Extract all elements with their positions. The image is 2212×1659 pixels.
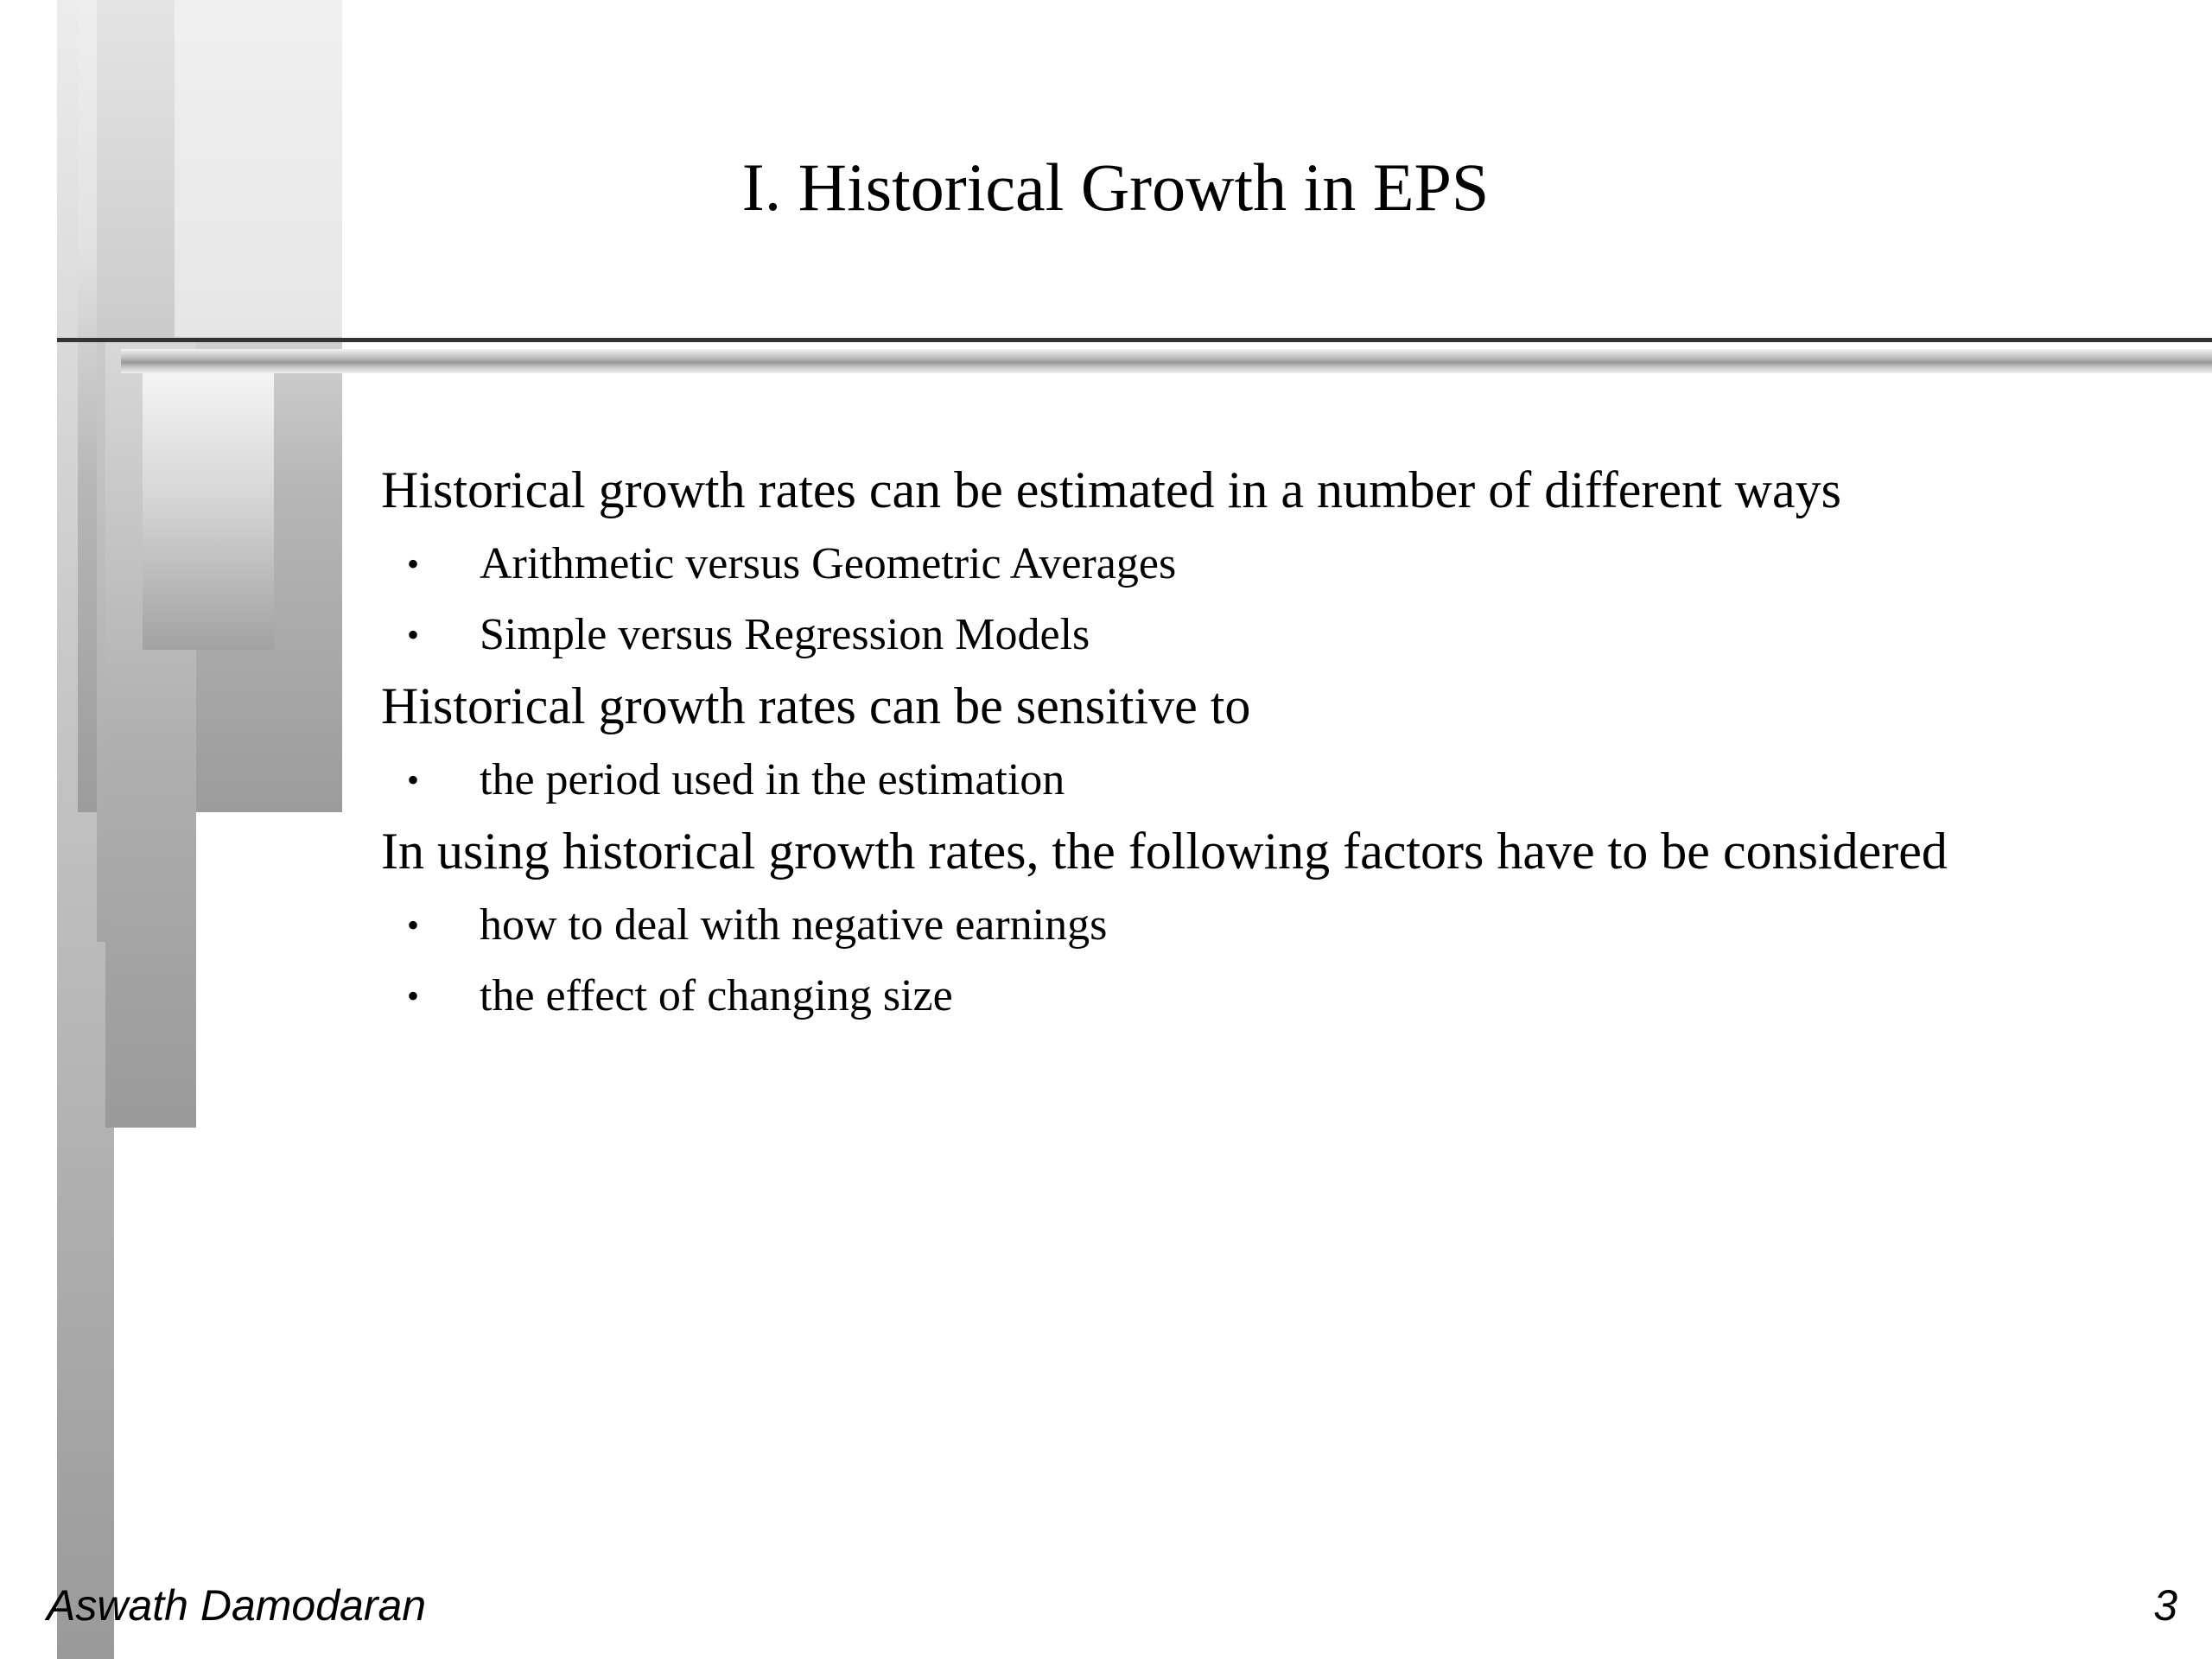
bullet-icon: • xyxy=(407,615,420,654)
slide-title: I. Historical Growth in EPS xyxy=(741,149,1490,225)
decorative-bar xyxy=(143,372,274,650)
page-number: 3 xyxy=(2153,1581,2177,1630)
body-subpoint xyxy=(381,745,2178,816)
body-subpoint-text: Simple versus Regression Models xyxy=(480,610,1090,659)
decorative-bar xyxy=(175,0,342,337)
body-point: Historical growth rates can be estimated in a number of different ways xyxy=(381,461,1841,518)
body-subpoint-text: how to deal with negative earnings xyxy=(480,900,1108,950)
bullet-icon: • xyxy=(407,544,420,583)
title-divider-bar xyxy=(121,349,2212,373)
bullet-icon: • xyxy=(407,976,420,1015)
body-subpoint-text: Arithmetic versus Geometric Averages xyxy=(480,539,1177,588)
body-subpoint xyxy=(381,890,2178,961)
title-divider-line xyxy=(57,338,2212,342)
body-point: Historical growth rates can be sensitive to xyxy=(381,677,1251,734)
body-subpoint xyxy=(381,961,2178,1032)
body-point: In using historical growth rates, the following factors have to be considered xyxy=(381,823,1948,880)
body-subpoint xyxy=(381,600,2178,671)
body-subpoint xyxy=(381,529,2178,600)
footer-author: Aswath Damodaran xyxy=(47,1581,427,1630)
body-subpoint-text: the effect of changing size xyxy=(480,971,953,1020)
slide-body xyxy=(381,456,2178,1032)
bullet-icon: • xyxy=(407,760,420,799)
bullet-icon: • xyxy=(407,906,420,944)
body-subpoint-text: the period used in the estimation xyxy=(480,755,1065,804)
